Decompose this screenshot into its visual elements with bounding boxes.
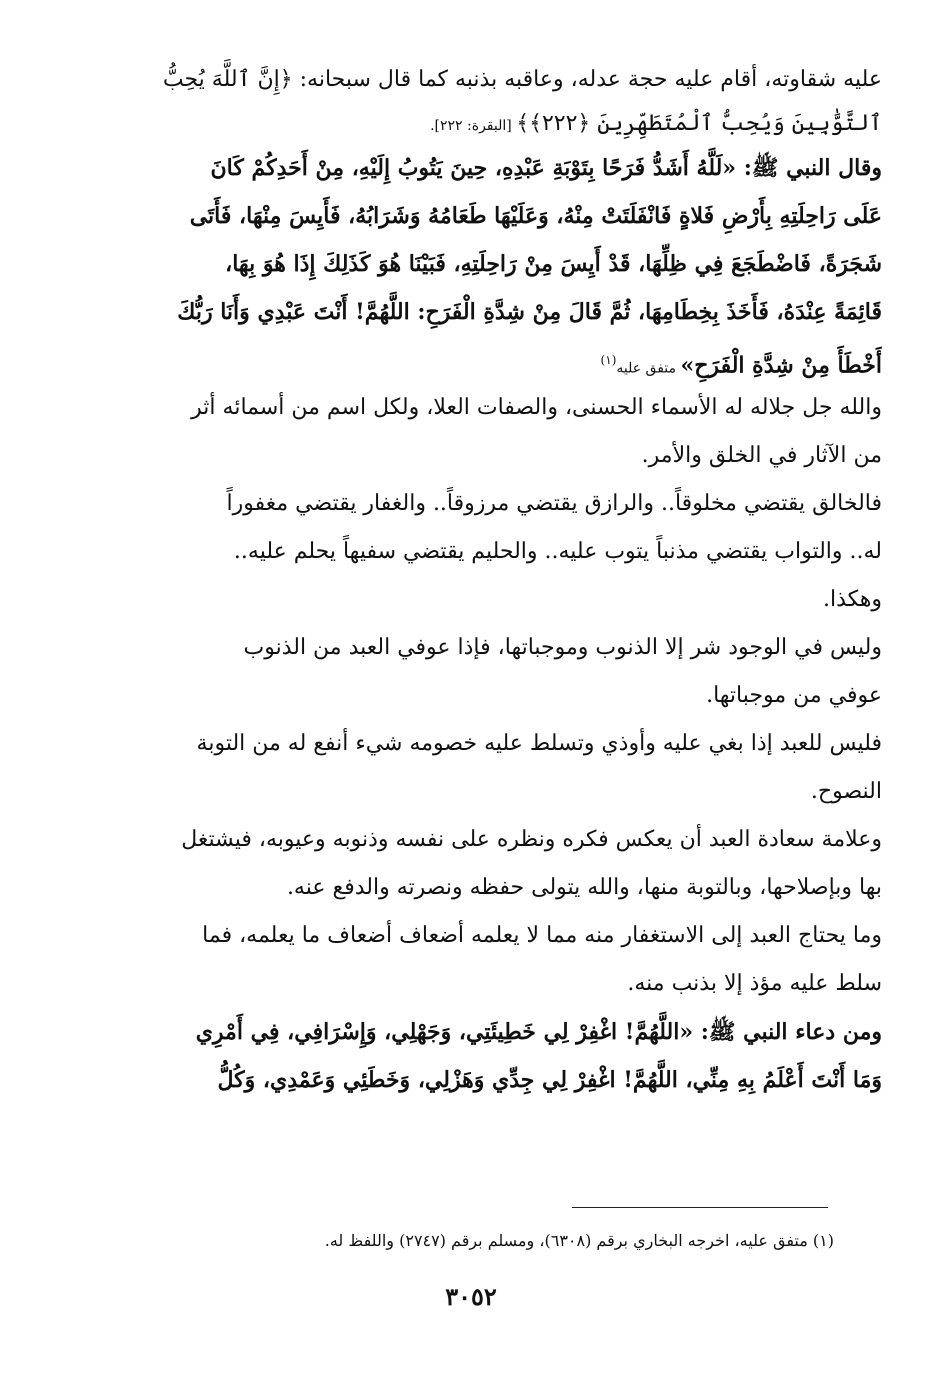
text-line bbox=[62, 528, 882, 576]
line-text: فالخالق يقتضي مخلوقاً.. والرازق يقتضي مرزوقاً.. والغفار يقتضي مغفوراً bbox=[226, 491, 882, 516]
reference: متفق عليه bbox=[616, 360, 681, 377]
text-line bbox=[62, 288, 882, 336]
text-line bbox=[62, 816, 882, 864]
text-line bbox=[62, 864, 882, 912]
line-text: عليه شقاوته، أقام عليه حجة عدله، وعاقبه بذنبه كما قال سبحانه: ﴿إِنَّ ٱللَّهَ يُحِبُّ bbox=[162, 67, 882, 92]
footnote: (١) متفق عليه، اخرجه البخاري برقم (٦٣٠٨)، ومسلم برقم (٢٧٤٧) واللفظ له. bbox=[324, 1231, 834, 1250]
text-line bbox=[62, 480, 882, 528]
page-number: ٣٠٥٢ bbox=[445, 1282, 497, 1311]
line-text: عوفي من موجباتها. bbox=[706, 683, 882, 708]
line-text: وقال النبي ﷺ: «لَلَّهُ أَشَدُّ فَرَحًا بِتَوْبَةِ عَبْدِهِ، حِينَ يَتُوبُ إِلَيْهِ، مِنْ أَحَدِكُمْ كَانَ bbox=[210, 155, 882, 181]
text-line bbox=[62, 720, 882, 768]
line-text: شَجَرَةً، فَاضْطَجَعَ فِي ظِلِّهَا، قَدْ أَيِسَ مِنْ رَاحِلَتِهِ، فَبَيْنَا هُوَ كَذَلِكَ إِذَا هُوَ بِهَا، bbox=[225, 251, 882, 277]
text-line bbox=[62, 912, 882, 960]
text-line bbox=[62, 768, 882, 816]
text-line bbox=[62, 1008, 882, 1056]
line-text: عَلَى رَاحِلَتِهِ بِأَرْضِ فَلاةٍ فَانْفَلَتَتْ مِنْهُ، وَعَلَيْهَا طَعَامُهُ وَشَرَابُهُ، فَأَيِسَ مِنْهَا، فَأَتَى bbox=[189, 203, 882, 229]
line-text: والله جل جلاله له الأسماء الحسنى، والصفات العلا، ولكل اسم من أسمائه أثر bbox=[191, 395, 882, 420]
line-text: له.. والتواب يقتضي مذنباً يتوب عليه.. والحليم يقتضي سفيهاً يحلم عليه.. bbox=[233, 539, 882, 564]
text-line bbox=[62, 624, 882, 672]
text-line bbox=[62, 240, 882, 288]
text-line bbox=[62, 144, 882, 192]
line-text: بها وبإصلاحها، وبالتوبة منها، والله يتولى حفظه ونصرته والدفع عنه. bbox=[286, 875, 882, 900]
line-text: فليس للعبد إذا بغي عليه وأوذي وتسلط عليه خصومه شيء أنفع له من التوبة bbox=[196, 731, 882, 756]
text-line bbox=[62, 432, 882, 480]
line-text: وَمَا أَنْتَ أَعْلَمُ بِهِ مِنِّي، اللَّهُمَّ! اغْفِرْ لِي جِدِّي وَهَزْلِي، وَخَطَئِي وَعَمْدِي، وَكُلُّ bbox=[217, 1067, 882, 1093]
line-text: أَخْطَأَ مِنْ شِدَّةِ الْفَرَحِ» bbox=[680, 352, 882, 379]
line-text: ومن دعاء النبي ﷺ: «اللَّهُمَّ! اغْفِرْ لِي خَطِيئَتِي، وَجَهْلِي، وَإِسْرَافِي، فِي أَمْرِي bbox=[195, 1019, 882, 1045]
line-text: وليس في الوجود شر إلا الذنوب وموجباتها، فإذا عوفي العبد من الذنوب bbox=[243, 635, 882, 660]
line-text: من الآثار في الخلق والأمر. bbox=[641, 443, 882, 468]
text-line bbox=[62, 336, 882, 384]
line-text: سلط عليه مؤذ إلا بذنب منه. bbox=[627, 971, 882, 996]
body-text bbox=[62, 56, 882, 1104]
line-text: وما يحتاج العبد إلى الاستغفار منه مما لا يعلمه أضعاف أضعاف ما يعلمه، فما bbox=[202, 923, 882, 948]
text-line bbox=[62, 104, 882, 144]
text-line bbox=[62, 56, 882, 104]
text-line bbox=[62, 960, 882, 1008]
line-text: النصوح. bbox=[810, 779, 882, 804]
line-text: وهكذا. bbox=[822, 587, 882, 612]
text-line bbox=[62, 576, 882, 624]
footnote-marker: (١) bbox=[600, 353, 617, 367]
text-line bbox=[62, 672, 882, 720]
text-line bbox=[62, 1056, 882, 1104]
footnote-separator bbox=[572, 1207, 828, 1208]
text-line bbox=[62, 192, 882, 240]
line-text: وعلامة سعادة العبد أن يعكس فكره ونظره على نفسه وذنوبه وعيوبه، فيشتغل bbox=[181, 827, 882, 852]
reference: [البقرة: ٢٢٢]. bbox=[430, 118, 517, 134]
line-text: قَائِمَةً عِنْدَهُ، فَأَخَذَ بِخِطَامِهَا، ثُمَّ قَالَ مِنْ شِدَّةِ الْفَرَحِ: اللَّهُمَّ! أَنْتَ عَبْدِي وَأَنَا رَبُّكَ bbox=[177, 299, 882, 325]
text-line bbox=[62, 384, 882, 432]
line-text: ٱلتَّوَّٰبِينَ وَيُحِبُّ ٱلْمُتَطَهِّرِينَ ﴿٢٢٢﴾﴾ bbox=[516, 111, 882, 136]
